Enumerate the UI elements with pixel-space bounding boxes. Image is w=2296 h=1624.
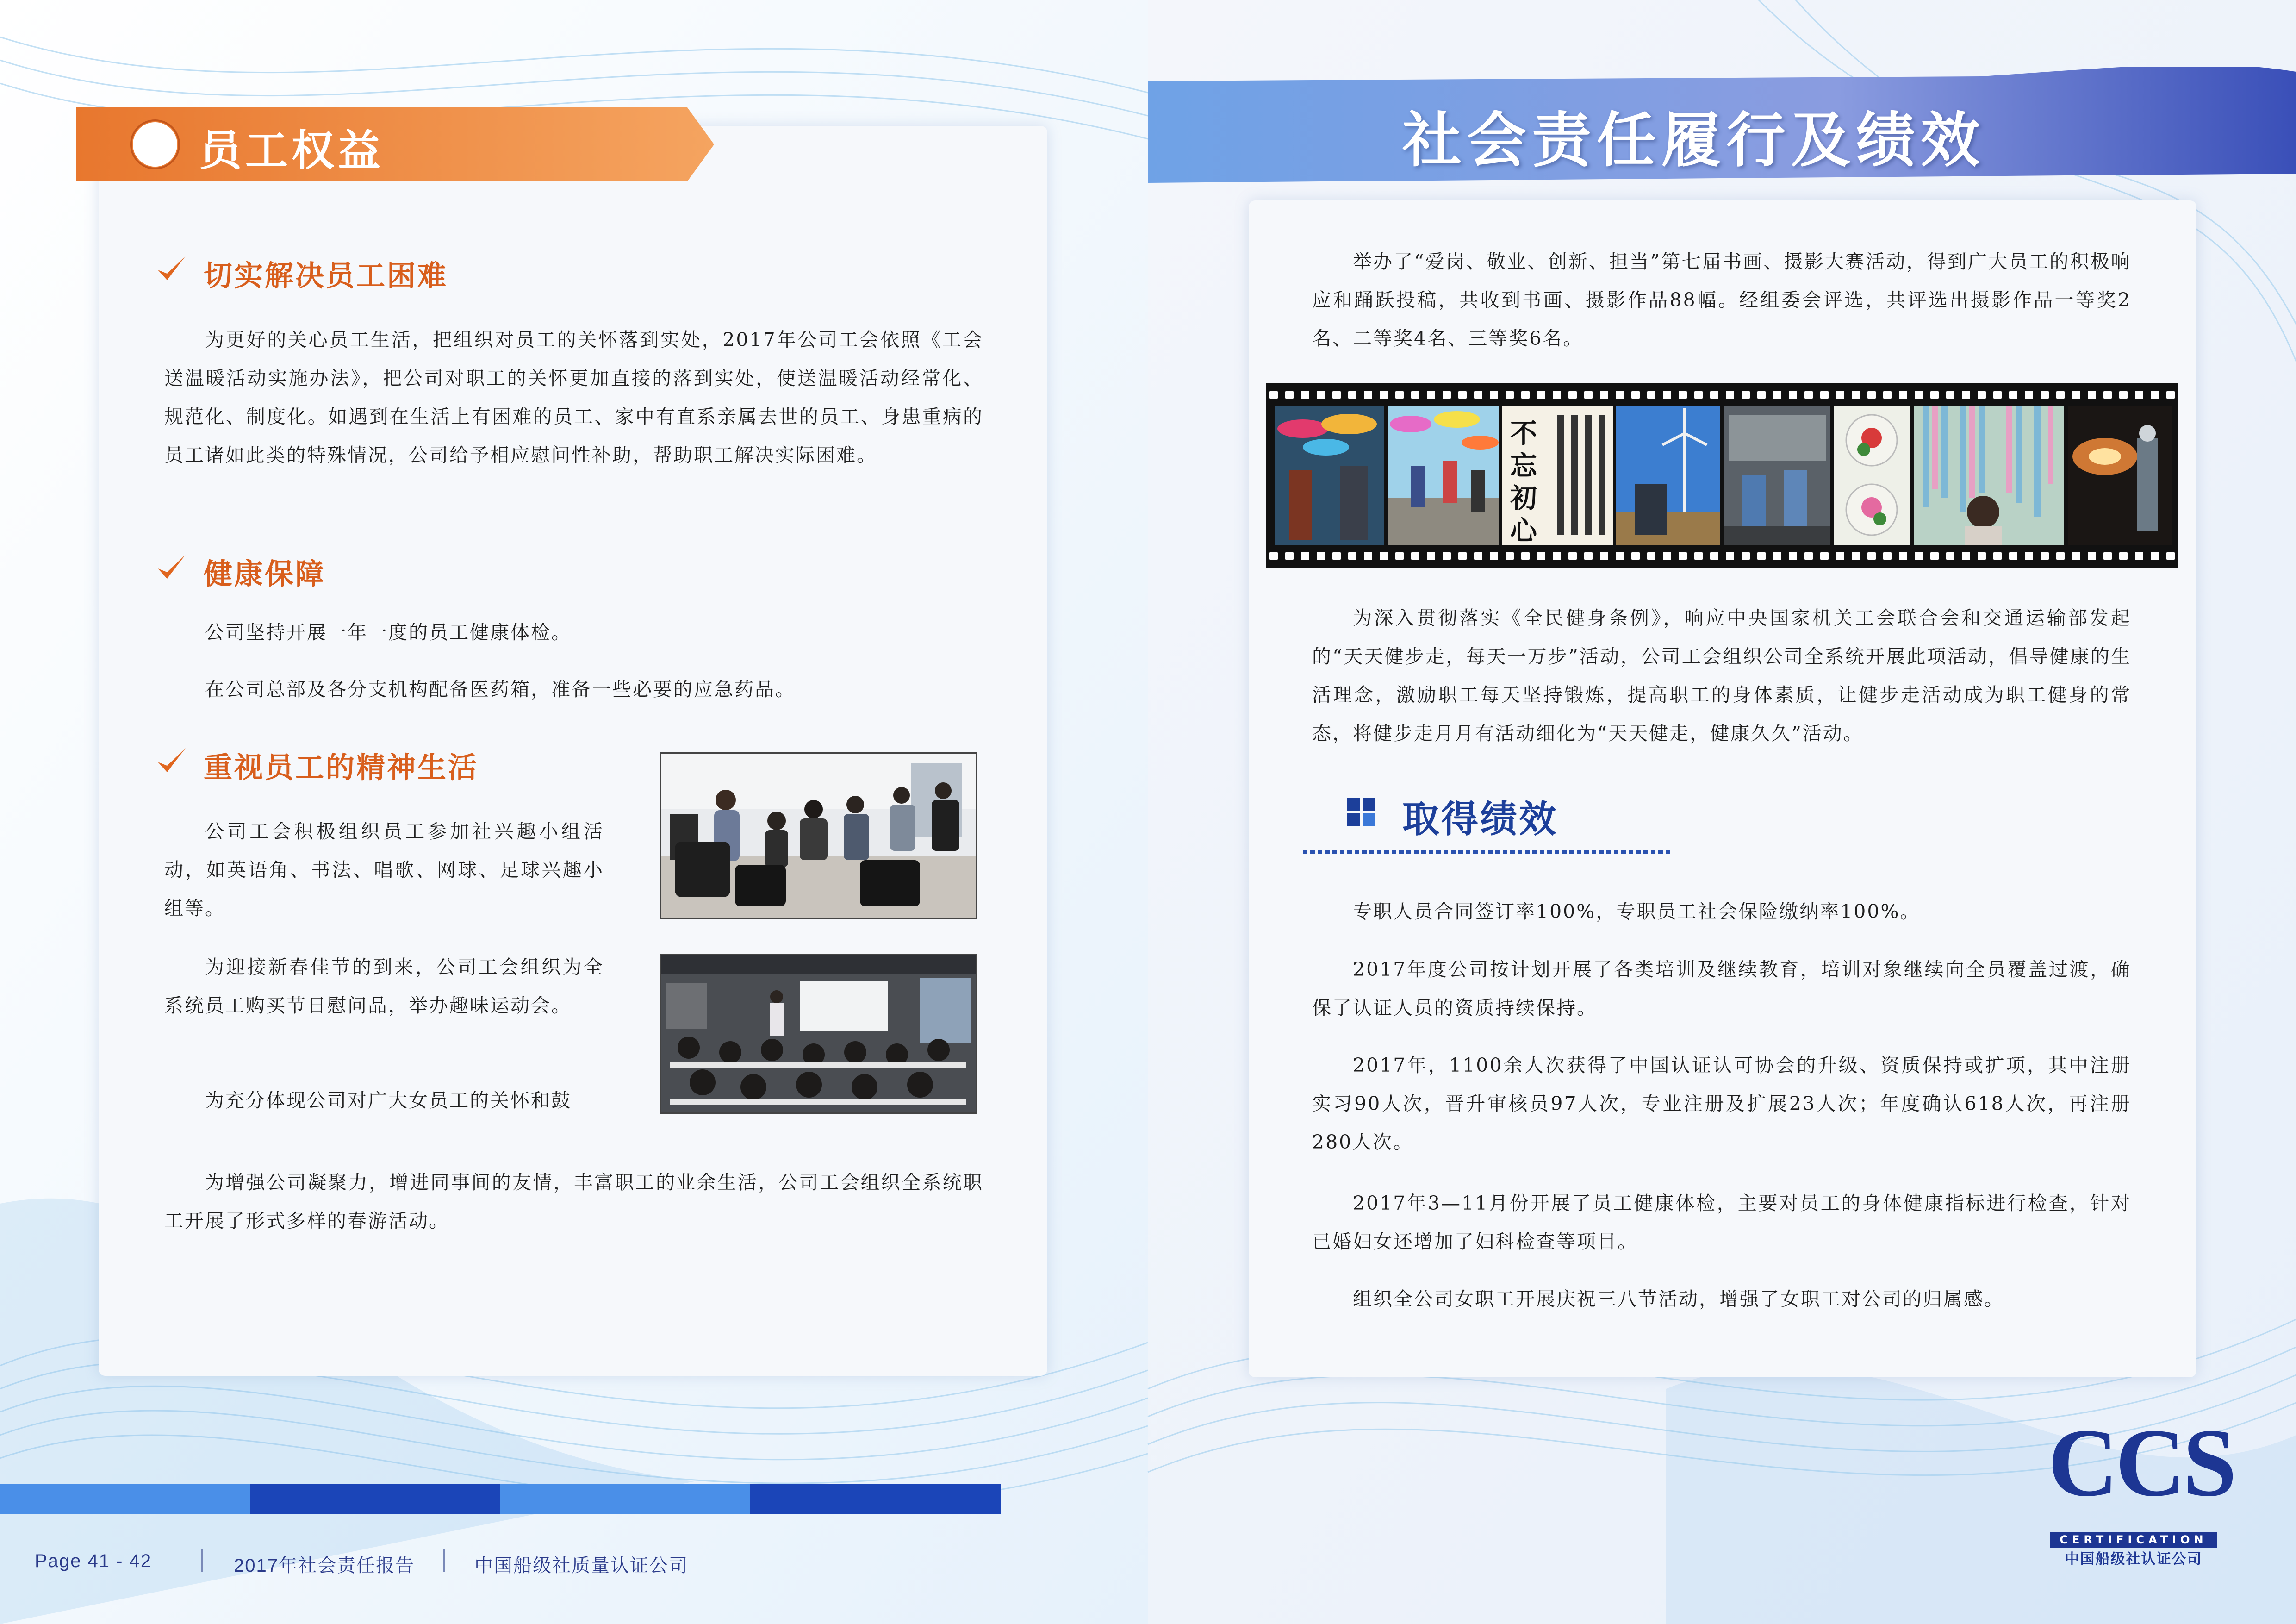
frame-workshop (1724, 406, 1830, 545)
paragraph-walking-activity: 为深入贯彻落实《全民健身条例》，响应中央国家机关工会联合会和交通运输部发起的“天天健步走，每天一万步”活动，公司工会组织公司全系统开展此项活动，倡导健康的生活理念，激励职工每天坚持锻炼，提高职工的身体素质，让健步走活动成为职工健身的常态，将健步走月月有活动细化为“天天健走，健康久久”活动。 (1312, 607, 2131, 744)
grid-squares-icon (1347, 798, 1375, 826)
performance-item: 2017年3—11月份开展了员工健康体检，主要对员工的身体健康指标进行检查，针对已婚妇女还增加了妇科检查等项目。 (1312, 1192, 2131, 1253)
film-perforation-top (1266, 388, 2178, 402)
footer-divider (201, 1549, 203, 1572)
frame-hanging-decor (1914, 406, 2064, 545)
photo-interest-group (660, 752, 977, 919)
film-perforation-bottom (1266, 549, 2178, 563)
heading-health: 健康保障 (204, 557, 326, 591)
frame-flower-paintings (1834, 406, 1910, 545)
frame-umbrellas (1275, 406, 1384, 545)
dotted-divider (1303, 849, 1673, 854)
paragraph-art-contest: 举办了“爱岗、敬业、创新、担当”第七届书画、摄影大赛活动，得到广大员工的积极响应和踊跃投稿，共收到书画、摄影作品88幅。经组委会评选，共评选出摄影作品一等奖2名、二等奖4名、三等奖6名。 (1312, 250, 2131, 350)
heading-solve-difficulties: 切实解决员工困难 (204, 259, 448, 293)
paragraph-difficulties: 为更好的关心员工生活，把组织对员工的关怀落到实处，2017年公司工会依照《工会送温暖活动实施办法》，把公司对职工的关怀更加直接的落到实处，使送温暖活动经常化、规范化、制度化。如遇到在生活上有困难的员工、家中有直系亲属去世的员工、身患重病的员工诸如此类的特殊情况，公司给予相应慰问性补助，帮助职工解决实际困难。 (164, 329, 983, 466)
paragraph-new-year: 为迎接新春佳节的到来，公司工会组织为全系统员工购买节日慰问品，举办趣味运动会。 (164, 956, 604, 1017)
page-title: 社会责任履行及绩效 (1402, 106, 1986, 175)
heading-performance: 取得绩效 (1402, 798, 1558, 841)
section-ribbon (76, 107, 714, 181)
performance-item: 2017年度公司按计划开展了各类培训及继续教育，培训对象继续向全员覆盖过渡，确保了认证人员的资质持续保持。 (1312, 958, 2131, 1019)
logo-company-name: 中国船级社认证公司 (2065, 1551, 2203, 1568)
photo-lecture (660, 954, 977, 1114)
paragraph-health-1: 公司坚持开展一年一度的员工健康体检。 (205, 621, 572, 643)
photo-filmstrip (1266, 383, 2178, 568)
section-title: 员工权益 (199, 126, 385, 175)
footer-page-number: Page 41 - 42 (35, 1551, 152, 1571)
paragraph-health-2: 在公司总部及各分支机构配备医药箱，准备一些必要的应急药品。 (205, 678, 796, 700)
logo-certification-text: CERTIFICATION (2060, 1533, 2208, 1546)
footer-company: 中国船级社质量认证公司 (474, 1555, 688, 1576)
paragraph-interest-groups: 公司工会积极组织员工参加社兴趣小组活动，如英语角、书法、唱歌、网球、足球兴趣小组等。 (164, 820, 604, 919)
performance-item: 组织全公司女职工开展庆祝三八节活动，增强了女职工对公司的归属感。 (1353, 1288, 2004, 1310)
performance-item: 专职人员合同签订率100%，专职员工社会保险缴纳率100%。 (1353, 900, 1921, 923)
svg-text:不: 不 (1510, 418, 1537, 449)
paragraph-spring-outing: 为增强公司凝聚力，增进同事间的友情，丰富职工的业余生活，公司工会组织全系统职工开展了形式多样的春游活动。 (164, 1171, 983, 1232)
footer-report-name: 2017年社会责任报告 (234, 1555, 415, 1576)
svg-text:心: 心 (1510, 515, 1537, 545)
checkmark-icon (155, 744, 188, 778)
frame-jumping (1388, 406, 1499, 545)
frame-calligraphy (1502, 406, 1613, 545)
footer-divider (443, 1549, 445, 1572)
heading-spiritual-life: 重视员工的精神生活 (204, 750, 479, 784)
svg-text:忘: 忘 (1510, 450, 1537, 481)
performance-item: 2017年，1100余人次获得了中国认证认可协会的升级、资质保持或扩项，其中注册实习90人次，晋升审核员97人次，专业注册及扩展23人次；年度确认618人次，再注册280人次。 (1312, 1054, 2131, 1153)
paragraph-women-staff: 为充分体现公司对广大女员工的关怀和鼓 (205, 1089, 572, 1112)
frame-wind-turbine (1616, 406, 1720, 545)
decorative-color-bars (0, 1484, 1001, 1514)
svg-text:初: 初 (1510, 482, 1537, 514)
ccs-logo: CCS (2048, 1409, 2234, 1517)
checkmark-icon (155, 551, 188, 584)
frame-furnace-worker (2068, 406, 2172, 545)
checkmark-icon (155, 252, 188, 286)
